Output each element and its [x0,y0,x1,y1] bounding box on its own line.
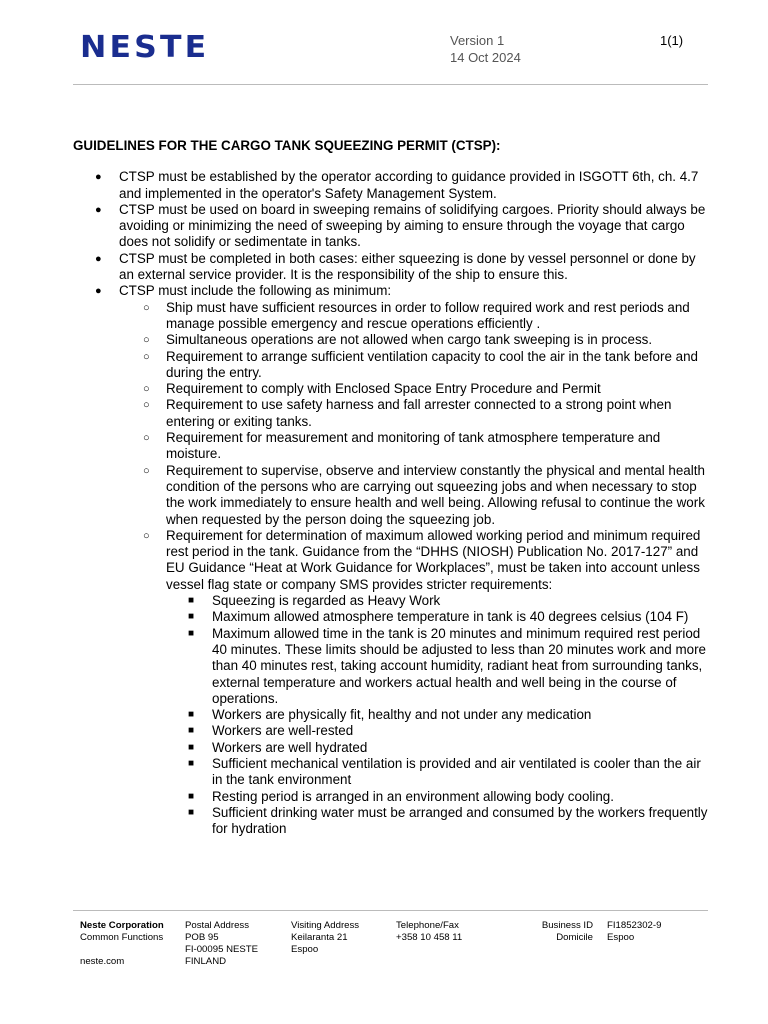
visiting-line: Keilaranta 21 [291,932,348,943]
footer-postal-address [185,920,258,968]
main-bullet-list [73,169,713,837]
sub-list-item: ○ Requirement for measurement and monitoring of tank atmosphere temperature and moisture. [119,430,713,463]
list-item [73,283,713,837]
sub-bullet-list [119,300,713,838]
list-item: ● CTSP must be established by the operator according to guidance provided in ISGOTT 6th, ch. 4.7 and implemented in the operator's Safety Management System. [73,169,713,202]
postal-line: FINLAND [185,956,227,967]
visiting-line: Espoo [291,944,319,955]
footer-divider [73,910,708,911]
footer-id-values [607,920,661,944]
list-item-text: CTSP must include the following as minimum: [119,283,392,299]
sub-list-item-text: Requirement for determination of maximum allowed working period and minimum required rest period in the tank. Guidance from the “DHHS (NIOSH) Publication No. 2017-127” and EU Guidance “Heat at Work Guidance for Workplaces”, must be taken into account unless vessel flag state or company SMS provides stricter requirements: [166,527,701,592]
domicile: Espoo [607,932,635,943]
sub-list-item: ○ Requirement to comply with Enclosed Space Entry Procedure and Permit [119,381,713,397]
page-number: 1(1) [660,33,684,48]
requirement-item: ■ Resting period is arranged in an environment allowing body cooling. [166,789,713,805]
postal-line: POB 95 [185,932,219,943]
requirement-item: ■ Workers are well hydrated [166,740,713,756]
requirement-item: ■ Maximum allowed atmosphere temperature in tank is 40 degrees celsius (104 F) [166,609,713,625]
requirement-item: ■ Sufficient drinking water must be arranged and consumed by the workers frequently for hydration [166,805,713,838]
footer-visiting-address [291,920,359,956]
neste-logo: NESTE [80,30,210,65]
footer-telephone [396,920,462,944]
visiting-label: Visiting Address [291,920,360,931]
sub-list-item [119,528,713,838]
requirement-item: ■ Workers are well-rested [166,723,713,739]
domicile-label: Domicile [556,932,593,943]
sub-list-item: ○ Requirement to use safety harness and fall arrester connected to a strong point when entering or exiting tanks. [119,397,713,430]
footer-id-labels [520,920,593,944]
requirement-item: ■ Maximum allowed time in the tank is 20 minutes and minimum required rest period 40 minutes. These limits should be adjusted to less than 20 minutes work and more than 40 minutes rest, taking account humidity, radiant heat from surrounding tanks, external temperature and workers actual health and well being in the course of operations. [166,626,713,707]
phone-label: Telephone/Fax [396,920,459,931]
requirement-item: ■ Workers are physically fit, healthy and not under any medication [166,707,713,723]
company-website: neste.com [80,956,125,967]
requirement-item: ■ Sufficient mechanical ventilation is provided and air ventilated is cooler than the air in the tank environment [166,756,713,789]
document-date: 14 Oct 2024 [450,50,521,65]
requirement-item: ■ Squeezing is regarded as Heavy Work [166,593,713,609]
sub-list-item: ○ Simultaneous operations are not allowed when cargo tank sweeping is in process. [119,332,713,348]
business-id-label: Business ID [541,920,593,931]
requirements-list [166,593,713,837]
sub-list-item: ○ Requirement to arrange sufficient ventilation capacity to cool the air in the tank before and during the entry. [119,349,713,382]
version-info [450,32,521,66]
header-divider [73,84,708,85]
phone-number: +358 10 458 11 [396,932,463,943]
postal-label: Postal Address [185,920,249,931]
version-label: Version 1 [450,33,505,48]
document-heading: GUIDELINES FOR THE CARGO TANK SQUEEZING PERMIT (CTSP): [73,138,501,153]
document-body [73,138,713,837]
sub-list-item: ○ Ship must have sufficient resources in order to follow required work and rest periods and manage possible emergency and rescue operations efficiently . [119,300,713,333]
business-id: FI1852302-9 [607,920,662,931]
postal-line: FI-00095 NESTE [185,944,259,955]
company-name: Neste Corporation [80,920,164,931]
sub-list-item: ○ Requirement to supervise, observe and interview constantly the physical and mental health condition of the persons who are carrying out squeezing jobs and when necessary to stop the work immediately to ensure health and well being. Allowing refusal to continue the work when requested by the person doing the squeezing job. [119,463,713,528]
list-item: ● CTSP must be completed in both cases: either squeezing is done by vessel personnel or done by an external service provider. It is the responsibility of the ship to ensure this. [73,251,713,284]
list-item: ● CTSP must be used on board in sweeping remains of solidifying cargoes. Priority should always be avoiding or minimizing the need of sweeping by aiming to ensure through the voyage that cargo does not solidify or sedimentate in tanks. [73,202,713,251]
footer-company [80,920,164,968]
company-unit: Common Functions [80,932,164,943]
